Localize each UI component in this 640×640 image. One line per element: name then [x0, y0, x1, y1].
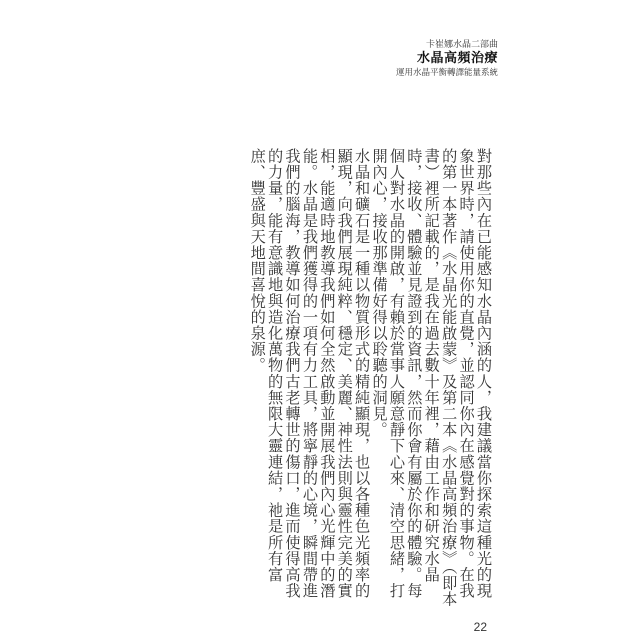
book-subtitle: 運用水晶平衡轉譯能量系統: [395, 67, 498, 78]
paragraph-1: 對那些內在已能感知水晶內涵的人，我建議當你探索這種光的現象世界時，請使用你的直覺，並認同你內在感覺對的事物。在我的第一本著作《水晶光能啟蒙》及第二本《水晶高頻治療》（即本書）裡所記載的，是我在過去數十年裡，藉由工作和研究水晶時，接收、體驗並見證到的資訊，然而你會有屬於你的體驗。每個人對水晶的開啟，有賴於當事人願意靜下心來、清空思緒，打開內心，接收那準備好得以聆聽的洞見。: [370, 148, 493, 608]
series-name: 卡崔娜水晶二部曲: [425, 40, 498, 50]
running-header: [396, 40, 498, 78]
paragraph-2: 水晶和礦石是一種以物質形式的精純顯現，也以各種色光頻率的顯現，向我們展現純粹、穩定、美麗、神性法則與靈性完美的實相，能適時地教導我們如何全然啟動並開展我們內心光輝中的潛能。水晶是我們獲得的一項有力工具，將寧靜的心境，瞬間帶進我們的腦海，教導如何治療我們古老轉世的傷口，進而使得高我的力量，能有意識地與造化萬物的無限大靈連結，祂是所有富庶、豐盛與天地間喜悅的泉源。: [248, 148, 372, 599]
page-number: 22: [473, 620, 487, 634]
book-title: 水晶高頻治療: [416, 51, 498, 67]
vertical-body-text: [248, 118, 493, 608]
